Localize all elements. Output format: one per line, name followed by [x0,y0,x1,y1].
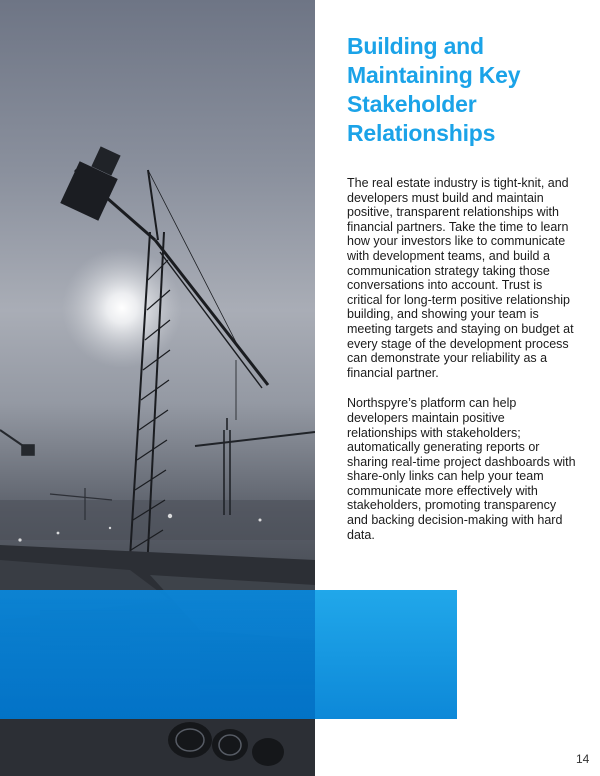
text-column [347,32,577,542]
page-heading: Building and Maintaining Key Stakeholder Relationships [347,33,521,146]
body-paragraph-1: The real estate industry is tight-knit, and developers must build and maintain positive, transparent relationships with financial partners. Take the time to learn how your investors like to communicate with development teams, and build a communication strategy taking those conversations into account. Trust is critical for long-term positive relationship building, and showing your team is meeting targets and staying on budget at every stage of the development process can demonstrate your reliability as a financial partner. [347,176,574,380]
page-number: 14 [576,752,590,766]
sun-glare [62,248,182,368]
photo-blue-overlay [0,590,315,719]
body-paragraph-2: Northspyre’s platform can help developers maintain positive relationships with stakeholders; automatically generating reports or sharing real-time project dashboards with share-only links can help your team communicate more effectively with stakeholders, promoting transparency and backing decision-making with hard data. [347,396,576,542]
